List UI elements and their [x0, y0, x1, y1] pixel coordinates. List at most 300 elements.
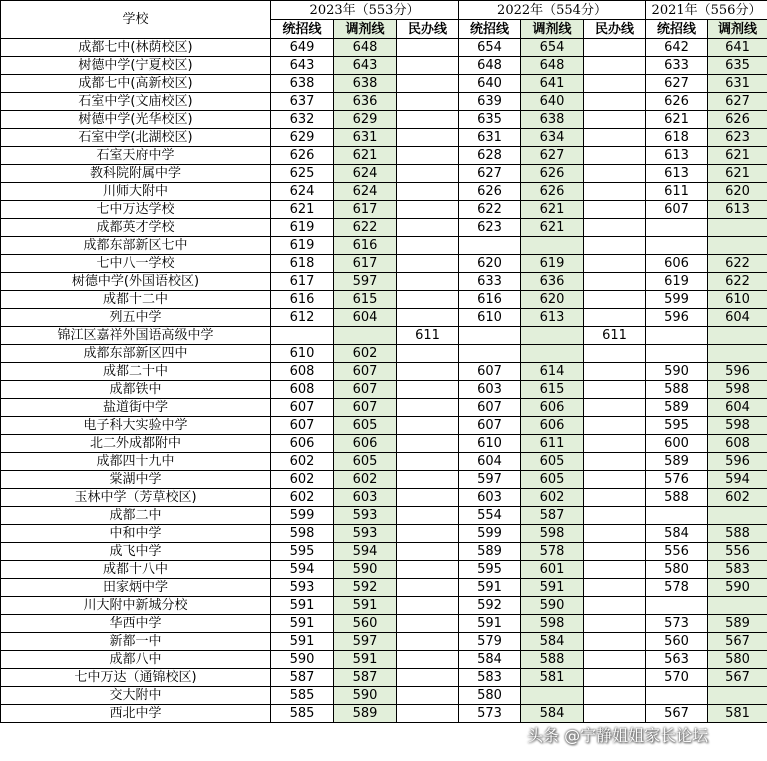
- year-2023-header: 2023年（553分）: [271, 1, 459, 20]
- 2022-minban-cell: [584, 309, 646, 327]
- year-2022-header: 2022年（554分）: [459, 1, 646, 20]
- 2023-tongzhao-cell: 591: [271, 615, 334, 633]
- 2021-tiaoji-cell: [708, 687, 767, 705]
- table-row: [1, 255, 767, 273]
- 2022-minban-cell: [584, 237, 646, 255]
- 2023-tongzhao-cell: 612: [271, 309, 334, 327]
- 2021-tiaoji-cell: 620: [708, 183, 767, 201]
- 2022-minban-cell: [584, 705, 646, 723]
- school-name-cell: 电子科大实验中学: [1, 417, 271, 435]
- table-row: [1, 399, 767, 417]
- school-name-cell: 成飞中学: [1, 543, 271, 561]
- table-row: [1, 633, 767, 651]
- 2022-tongzhao-cell: [459, 237, 521, 255]
- 2021-tiaoji-cell: 622: [708, 273, 767, 291]
- 2023-tiaoji-cell: 602: [334, 471, 397, 489]
- 2022-minban-cell: [584, 219, 646, 237]
- 2022-tiaoji-cell: 602: [521, 489, 584, 507]
- 2022-tongzhao-cell: 592: [459, 597, 521, 615]
- 2022-tongzhao-cell: 628: [459, 147, 521, 165]
- school-name-cell: 成都十八中: [1, 561, 271, 579]
- 2023-minban-cell: [397, 705, 459, 723]
- 2023-tongzhao-cell: [271, 327, 334, 345]
- 2023-tiaoji-cell: 589: [334, 705, 397, 723]
- 2022-minban-cell: [584, 363, 646, 381]
- 2021-tongzhao-cell: 573: [646, 615, 708, 633]
- 2023-tiaoji-cell: 624: [334, 165, 397, 183]
- 2021-tiaoji-cell: 583: [708, 561, 767, 579]
- 2022-tiaoji-cell: 619: [521, 255, 584, 273]
- 2023-tiaoji-cell: 590: [334, 561, 397, 579]
- 2021-tongzhao-cell: [646, 597, 708, 615]
- 2022-tongzhao-cell: 654: [459, 39, 521, 57]
- 2023-tongzhao-header: 统招线: [271, 20, 334, 39]
- 2022-tiaoji-cell: 634: [521, 129, 584, 147]
- 2022-minban-cell: [584, 345, 646, 363]
- 2023-minban-cell: [397, 93, 459, 111]
- 2022-minban-cell: [584, 687, 646, 705]
- 2021-tongzhao-cell: 588: [646, 489, 708, 507]
- 2023-tiaoji-cell: [334, 327, 397, 345]
- school-name-cell: 北二外成都附中: [1, 435, 271, 453]
- 2022-tiaoji-cell: 613: [521, 309, 584, 327]
- 2023-tiaoji-cell: 594: [334, 543, 397, 561]
- school-name-cell: 中和中学: [1, 525, 271, 543]
- 2022-minban-cell: [584, 597, 646, 615]
- 2023-minban-cell: [397, 363, 459, 381]
- 2022-tiaoji-cell: 641: [521, 75, 584, 93]
- table-row: [1, 381, 767, 399]
- 2021-tiaoji-cell: 589: [708, 615, 767, 633]
- 2023-tiaoji-cell: 605: [334, 453, 397, 471]
- table-row: [1, 327, 767, 345]
- school-name-cell: 锦江区嘉祥外国语高级中学: [1, 327, 271, 345]
- 2022-tongzhao-cell: 633: [459, 273, 521, 291]
- table-row: [1, 237, 767, 255]
- 2021-tongzhao-cell: 626: [646, 93, 708, 111]
- 2022-tongzhao-cell: 610: [459, 435, 521, 453]
- 2021-tiaoji-cell: [708, 237, 767, 255]
- 2023-tongzhao-cell: 602: [271, 453, 334, 471]
- 2022-minban-cell: [584, 633, 646, 651]
- 2023-tiaoji-cell: 636: [334, 93, 397, 111]
- 2022-minban-cell: [584, 147, 646, 165]
- 2023-minban-cell: [397, 75, 459, 93]
- year-2021-header: 2021年（556分）: [646, 1, 767, 20]
- 2021-tongzhao-cell: 567: [646, 705, 708, 723]
- 2023-minban-cell: [397, 561, 459, 579]
- 2022-tongzhao-cell: 639: [459, 93, 521, 111]
- 2023-minban-cell: [397, 489, 459, 507]
- 2021-tongzhao-cell: 627: [646, 75, 708, 93]
- school-name-cell: 成都八中: [1, 651, 271, 669]
- 2022-tiaoji-cell: 601: [521, 561, 584, 579]
- 2021-tongzhao-cell: [646, 345, 708, 363]
- 2022-tiaoji-cell: 621: [521, 219, 584, 237]
- 2021-tiaoji-cell: 567: [708, 669, 767, 687]
- 2023-tongzhao-cell: 616: [271, 291, 334, 309]
- 2021-tongzhao-cell: 563: [646, 651, 708, 669]
- 2023-tongzhao-cell: 595: [271, 543, 334, 561]
- 2022-tongzhao-cell: 607: [459, 399, 521, 417]
- 2023-tongzhao-cell: 608: [271, 363, 334, 381]
- 2023-minban-cell: [397, 39, 459, 57]
- 2022-tongzhao-cell: 603: [459, 489, 521, 507]
- 2023-tiaoji-cell: 624: [334, 183, 397, 201]
- 2023-tongzhao-cell: 618: [271, 255, 334, 273]
- 2022-tongzhao-cell: 610: [459, 309, 521, 327]
- 2021-tiaoji-cell: 580: [708, 651, 767, 669]
- 2022-tongzhao-cell: 591: [459, 615, 521, 633]
- school-name-cell: 教科院附属中学: [1, 165, 271, 183]
- 2023-tiaoji-cell: 622: [334, 219, 397, 237]
- 2023-minban-cell: [397, 687, 459, 705]
- 2023-tiaoji-cell: 616: [334, 237, 397, 255]
- 2023-minban-cell: [397, 399, 459, 417]
- table-row: [1, 453, 767, 471]
- 2022-tiaoji-cell: 598: [521, 615, 584, 633]
- 2022-tiaoji-cell: 654: [521, 39, 584, 57]
- 2023-tongzhao-cell: 590: [271, 651, 334, 669]
- table-row: [1, 183, 767, 201]
- 2023-tiaoji-cell: 590: [334, 687, 397, 705]
- 2023-tongzhao-cell: 585: [271, 705, 334, 723]
- 2022-minban-cell: [584, 651, 646, 669]
- 2022-tiaoji-cell: 614: [521, 363, 584, 381]
- 2022-minban-cell: [584, 273, 646, 291]
- 2022-minban-cell: [584, 507, 646, 525]
- 2021-tiaoji-cell: 635: [708, 57, 767, 75]
- school-name-cell: 西北中学: [1, 705, 271, 723]
- table-row: [1, 471, 767, 489]
- 2022-tiaoji-cell: 636: [521, 273, 584, 291]
- school-name-cell: 成都铁中: [1, 381, 271, 399]
- table-row: [1, 669, 767, 687]
- 2023-tongzhao-cell: 632: [271, 111, 334, 129]
- table-row: [1, 525, 767, 543]
- 2023-minban-cell: [397, 453, 459, 471]
- 2021-tongzhao-cell: 611: [646, 183, 708, 201]
- table-row: [1, 687, 767, 705]
- 2023-tongzhao-cell: 619: [271, 237, 334, 255]
- 2022-minban-cell: [584, 201, 646, 219]
- 2022-tongzhao-cell: [459, 345, 521, 363]
- school-name-cell: 树德中学(外国语校区): [1, 273, 271, 291]
- 2021-tiaoji-cell: 588: [708, 525, 767, 543]
- 2022-tiaoji-cell: 590: [521, 597, 584, 615]
- 2023-tiaoji-cell: 606: [334, 435, 397, 453]
- school-name-cell: 棠湖中学: [1, 471, 271, 489]
- 2021-tongzhao-cell: 584: [646, 525, 708, 543]
- 2021-tongzhao-cell: 590: [646, 363, 708, 381]
- school-name-cell: 玉林中学（芳草校区): [1, 489, 271, 507]
- 2022-tiaoji-cell: 638: [521, 111, 584, 129]
- 2023-minban-cell: [397, 291, 459, 309]
- 2023-minban-cell: [397, 111, 459, 129]
- 2023-minban-cell: [397, 219, 459, 237]
- 2022-tongzhao-cell: 635: [459, 111, 521, 129]
- 2023-tiaoji-cell: 605: [334, 417, 397, 435]
- 2023-minban-cell: [397, 165, 459, 183]
- 2023-tongzhao-cell: 593: [271, 579, 334, 597]
- 2022-tongzhao-cell: 597: [459, 471, 521, 489]
- school-name-cell: 七中八一学校: [1, 255, 271, 273]
- 2021-tongzhao-cell: 576: [646, 471, 708, 489]
- 2022-tiaoji-header: 调剂线: [521, 20, 584, 39]
- 2023-tiaoji-cell: 643: [334, 57, 397, 75]
- 2023-tongzhao-cell: 599: [271, 507, 334, 525]
- 2021-tongzhao-cell: 556: [646, 543, 708, 561]
- school-name-cell: 交大附中: [1, 687, 271, 705]
- 2023-tiaoji-cell: 631: [334, 129, 397, 147]
- 2021-tongzhao-cell: 607: [646, 201, 708, 219]
- 2021-tiaoji-cell: [708, 219, 767, 237]
- 2022-minban-cell: [584, 291, 646, 309]
- 2022-tiaoji-cell: 626: [521, 165, 584, 183]
- 2023-tongzhao-cell: 637: [271, 93, 334, 111]
- 2023-minban-cell: [397, 435, 459, 453]
- 2022-tongzhao-cell: 554: [459, 507, 521, 525]
- 2023-tiaoji-cell: 591: [334, 597, 397, 615]
- 2022-tiaoji-cell: 605: [521, 471, 584, 489]
- 2023-minban-cell: [397, 201, 459, 219]
- 2021-tongzhao-cell: 595: [646, 417, 708, 435]
- table-row: [1, 363, 767, 381]
- 2021-tiaoji-cell: 621: [708, 165, 767, 183]
- 2023-minban-cell: [397, 345, 459, 363]
- 2022-minban-cell: 611: [584, 327, 646, 345]
- school-name-cell: 成都英才学校: [1, 219, 271, 237]
- 2023-minban-cell: [397, 417, 459, 435]
- 2022-tiaoji-cell: [521, 237, 584, 255]
- 2022-tongzhao-cell: 640: [459, 75, 521, 93]
- 2022-minban-cell: [584, 39, 646, 57]
- school-name-cell: 成都四十九中: [1, 453, 271, 471]
- 2023-minban-cell: [397, 381, 459, 399]
- 2022-tiaoji-cell: [521, 687, 584, 705]
- 2022-tiaoji-cell: 587: [521, 507, 584, 525]
- 2021-tiaoji-cell: [708, 507, 767, 525]
- 2022-minban-cell: [584, 129, 646, 147]
- 2022-minban-cell: [584, 615, 646, 633]
- 2023-minban-cell: [397, 273, 459, 291]
- 2021-tiaoji-cell: 602: [708, 489, 767, 507]
- 2023-minban-header: 民办线: [397, 20, 459, 39]
- 2022-tongzhao-cell: 620: [459, 255, 521, 273]
- 2022-tongzhao-cell: 591: [459, 579, 521, 597]
- school-name-cell: 石室中学(文庙校区): [1, 93, 271, 111]
- 2021-tiaoji-cell: 604: [708, 309, 767, 327]
- 2021-tongzhao-cell: 588: [646, 381, 708, 399]
- table-row: [1, 705, 767, 723]
- 2022-minban-cell: [584, 381, 646, 399]
- 2023-tongzhao-cell: 624: [271, 183, 334, 201]
- 2022-tiaoji-cell: [521, 345, 584, 363]
- 2022-tiaoji-cell: 584: [521, 705, 584, 723]
- 2022-tongzhao-cell: 616: [459, 291, 521, 309]
- 2021-tiaoji-cell: 596: [708, 363, 767, 381]
- 2021-tiaoji-cell: 608: [708, 435, 767, 453]
- school-name-cell: 成都七中(高新校区): [1, 75, 271, 93]
- 2021-tongzhao-header: 统招线: [646, 20, 708, 39]
- 2022-tongzhao-cell: 626: [459, 183, 521, 201]
- 2023-tiaoji-cell: 560: [334, 615, 397, 633]
- 2023-minban-cell: [397, 615, 459, 633]
- 2023-tongzhao-cell: 643: [271, 57, 334, 75]
- school-name-cell: 树德中学(宁夏校区): [1, 57, 271, 75]
- 2023-tiaoji-cell: 607: [334, 381, 397, 399]
- school-name-cell: 盐道街中学: [1, 399, 271, 417]
- 2023-tongzhao-cell: 607: [271, 399, 334, 417]
- table-row: [1, 165, 767, 183]
- table-row: [1, 507, 767, 525]
- table-row: [1, 615, 767, 633]
- 2022-tongzhao-cell: [459, 327, 521, 345]
- 2023-tiaoji-cell: 587: [334, 669, 397, 687]
- 2023-tongzhao-cell: 606: [271, 435, 334, 453]
- 2021-tiaoji-cell: 623: [708, 129, 767, 147]
- table-row: [1, 543, 767, 561]
- 2021-tiaoji-cell: 627: [708, 93, 767, 111]
- 2021-tiaoji-cell: 590: [708, 579, 767, 597]
- 2022-minban-cell: [584, 399, 646, 417]
- 2022-tongzhao-cell: 599: [459, 525, 521, 543]
- 2021-tiaoji-cell: 613: [708, 201, 767, 219]
- 2022-minban-cell: [584, 489, 646, 507]
- 2023-tiaoji-cell: 607: [334, 399, 397, 417]
- 2021-tongzhao-cell: [646, 219, 708, 237]
- table-row: [1, 435, 767, 453]
- 2023-minban-cell: [397, 579, 459, 597]
- school-name-cell: 成都东部新区四中: [1, 345, 271, 363]
- school-name-cell: 树德中学(光华校区): [1, 111, 271, 129]
- school-name-cell: 华西中学: [1, 615, 271, 633]
- 2021-tongzhao-cell: 633: [646, 57, 708, 75]
- 2023-minban-cell: [397, 255, 459, 273]
- table-row: [1, 651, 767, 669]
- 2023-tiaoji-cell: 602: [334, 345, 397, 363]
- 2021-tiaoji-cell: 594: [708, 471, 767, 489]
- 2022-minban-cell: [584, 669, 646, 687]
- 2022-tongzhao-cell: 580: [459, 687, 521, 705]
- 2021-tiaoji-cell: 581: [708, 705, 767, 723]
- 2021-tiaoji-cell: [708, 597, 767, 615]
- 2023-minban-cell: [397, 651, 459, 669]
- table-row: [1, 111, 767, 129]
- 2021-tongzhao-cell: [646, 327, 708, 345]
- school-name-cell: 七中万达（通锦校区): [1, 669, 271, 687]
- 2022-tiaoji-cell: 620: [521, 291, 584, 309]
- 2023-tiaoji-cell: 597: [334, 633, 397, 651]
- 2022-tongzhao-cell: 607: [459, 363, 521, 381]
- 2023-minban-cell: [397, 309, 459, 327]
- 2022-minban-cell: [584, 75, 646, 93]
- 2021-tongzhao-cell: 589: [646, 453, 708, 471]
- 2022-tongzhao-cell: 627: [459, 165, 521, 183]
- 2021-tiaoji-cell: [708, 327, 767, 345]
- 2022-tiaoji-cell: 626: [521, 183, 584, 201]
- 2023-tiaoji-cell: 617: [334, 255, 397, 273]
- 2023-tongzhao-cell: 619: [271, 219, 334, 237]
- 2023-minban-cell: [397, 237, 459, 255]
- table-row: [1, 39, 767, 57]
- 2021-tongzhao-cell: 613: [646, 165, 708, 183]
- 2021-tiaoji-cell: 596: [708, 453, 767, 471]
- 2022-minban-cell: [584, 561, 646, 579]
- 2022-tongzhao-cell: 607: [459, 417, 521, 435]
- 2023-tongzhao-cell: 587: [271, 669, 334, 687]
- 2022-minban-cell: [584, 111, 646, 129]
- 2021-tongzhao-cell: [646, 507, 708, 525]
- 2022-tiaoji-cell: 581: [521, 669, 584, 687]
- 2023-tiaoji-cell: 629: [334, 111, 397, 129]
- 2021-tongzhao-cell: 578: [646, 579, 708, 597]
- 2022-tiaoji-cell: 584: [521, 633, 584, 651]
- 2021-tongzhao-cell: 580: [646, 561, 708, 579]
- 2023-tongzhao-cell: 602: [271, 489, 334, 507]
- table-row: [1, 57, 767, 75]
- 2022-tiaoji-cell: 588: [521, 651, 584, 669]
- 2021-tiaoji-cell: 631: [708, 75, 767, 93]
- 2023-minban-cell: [397, 633, 459, 651]
- 2021-tongzhao-cell: [646, 687, 708, 705]
- 2021-tiaoji-cell: 610: [708, 291, 767, 309]
- 2021-tiaoji-cell: 604: [708, 399, 767, 417]
- 2022-minban-cell: [584, 57, 646, 75]
- 2021-tongzhao-cell: 606: [646, 255, 708, 273]
- 2022-tiaoji-cell: 640: [521, 93, 584, 111]
- school-column-header: 学校: [1, 1, 271, 39]
- 2021-tongzhao-cell: [646, 237, 708, 255]
- 2023-tongzhao-cell: 608: [271, 381, 334, 399]
- 2022-tongzhao-cell: 648: [459, 57, 521, 75]
- table-row: [1, 201, 767, 219]
- school-name-cell: 成都二十中: [1, 363, 271, 381]
- school-name-cell: 川大附中新城分校: [1, 597, 271, 615]
- 2022-tongzhao-cell: 589: [459, 543, 521, 561]
- table-row: [1, 561, 767, 579]
- 2022-tiaoji-cell: 578: [521, 543, 584, 561]
- 2023-tongzhao-cell: 625: [271, 165, 334, 183]
- 2021-tiaoji-cell: 622: [708, 255, 767, 273]
- 2021-tongzhao-cell: 599: [646, 291, 708, 309]
- 2022-tiaoji-cell: 605: [521, 453, 584, 471]
- 2021-tongzhao-cell: 621: [646, 111, 708, 129]
- 2021-tiaoji-cell: 598: [708, 381, 767, 399]
- 2023-tongzhao-cell: 591: [271, 597, 334, 615]
- 2023-minban-cell: [397, 597, 459, 615]
- table-row: [1, 93, 767, 111]
- 2022-tongzhao-cell: 604: [459, 453, 521, 471]
- 2022-tongzhao-cell: 622: [459, 201, 521, 219]
- 2023-minban-cell: [397, 57, 459, 75]
- 2022-tongzhao-cell: 579: [459, 633, 521, 651]
- 2021-tiaoji-cell: [708, 345, 767, 363]
- 2023-tongzhao-cell: 594: [271, 561, 334, 579]
- 2023-tongzhao-cell: 591: [271, 633, 334, 651]
- 2022-tiaoji-cell: 591: [521, 579, 584, 597]
- 2022-minban-cell: [584, 453, 646, 471]
- 2022-minban-cell: [584, 471, 646, 489]
- 2022-tiaoji-cell: 648: [521, 57, 584, 75]
- 2021-tongzhao-cell: 596: [646, 309, 708, 327]
- 2023-minban-cell: [397, 543, 459, 561]
- 2021-tiaoji-cell: 556: [708, 543, 767, 561]
- 2022-tiaoji-cell: 615: [521, 381, 584, 399]
- 2022-tongzhao-cell: 584: [459, 651, 521, 669]
- 2021-tongzhao-cell: 560: [646, 633, 708, 651]
- watermark: 头条 @宁静姐姐家长论坛: [527, 726, 709, 745]
